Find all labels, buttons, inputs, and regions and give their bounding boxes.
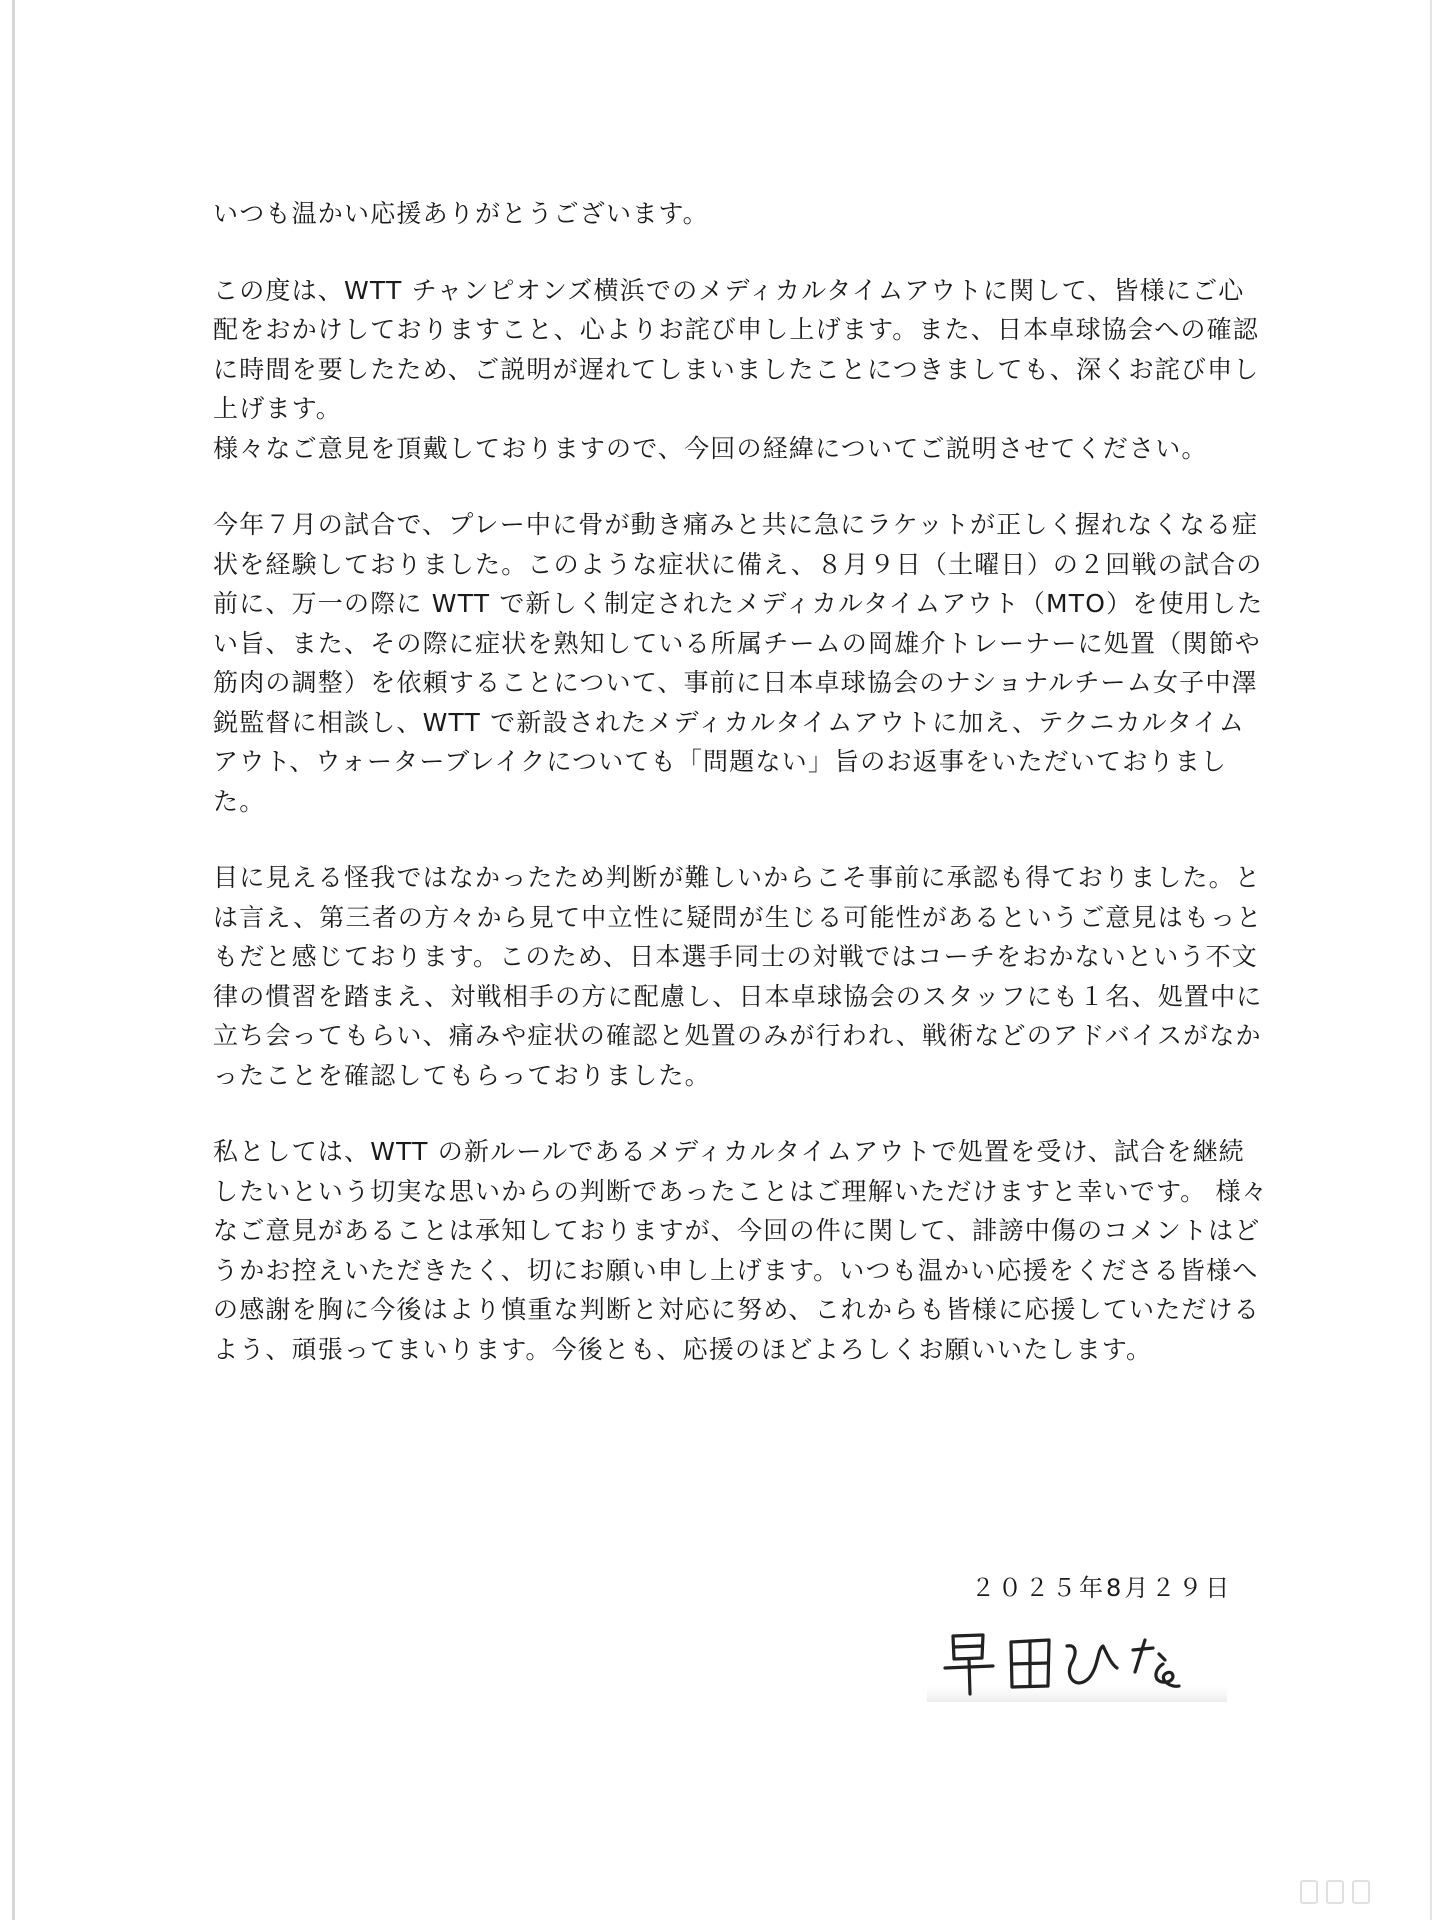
letter-line: い旨、また、その際に症状を熟知している所属チームの岡雄介トレーナーに処置（関節や <box>213 628 1262 658</box>
letter-page <box>12 0 1432 1920</box>
letter-line: 鋭監督に相談し、WTT で新設されたメディカルタイムアウトに加え、テクニカルタイム <box>213 707 1245 737</box>
watermark-icons <box>1300 1880 1370 1902</box>
letter-line: 筋肉の調整）を依頼することについて、事前に日本卓球協会のナショナルチーム女子中澤 <box>213 668 1258 697</box>
letter-line: た。 <box>213 786 266 816</box>
letter-line: うかお控えいただきたく、切にお願い申し上げます。いつも温かい応援をくださる皆様へ <box>213 1255 1259 1285</box>
letter-line: もだと感じております。このため、日本選手同士の対戦ではコーチをおかないという不文 <box>213 942 1259 971</box>
watermark-glyph-icon <box>1352 1880 1370 1904</box>
letter-line: この度は、WTT チャンピオンズ横浜でのメディカルタイムアウトに関して、皆様にご心 <box>213 275 1245 305</box>
letter-line: 律の慣習を踏まえ、対戦相手の方に配慮し、日本卓球協会のスタッフにも１名、処置中に <box>213 981 1263 1011</box>
letter-paragraph <box>213 505 1264 821</box>
letter-line: 状を経験しておりました。このような症状に備え、８月９日（土曜日）の２回戦の試合の <box>213 549 1263 579</box>
letter-line: は言え、第三者の方々から見て中立性に疑問が生じる可能性があるというご意見はもっと <box>213 902 1263 932</box>
letter-line: よう、頑張ってまいります。今後とも、応援のほどよろしくお願いいたします。 <box>213 1334 1153 1364</box>
letter-line: 様々なご意見を頂戴しておりますので、今回の経緯についてご説明させてください。 <box>213 433 1208 463</box>
letter-body <box>213 194 1268 1406</box>
watermark-glyph-icon <box>1326 1880 1344 1904</box>
letter-line: の感謝を胸に今後はより慎重な判断と対応に努め、これからも皆様に応援していただける <box>213 1295 1261 1324</box>
letter-paragraph <box>213 271 1260 469</box>
letter-line: いつも温かい応援ありがとうございます。 <box>213 199 709 228</box>
letter-line: 私としては、WTT の新ルールであるメディカルタイムアウトで処置を受け、試合を継続 <box>213 1137 1245 1166</box>
letter-line: 前に、万一の際に WTT で新しく制定されたメディカルタイムアウト（MTO）を使用した <box>213 589 1264 618</box>
letter-line: 目に見える怪我ではなかったため判断が難しいからこそ事前に承認も得ておりました。と <box>213 863 1262 892</box>
letter-date: ２０２５年8月２９日 <box>971 1574 1233 1602</box>
letter-paragraph <box>213 858 1263 1095</box>
letter-line: 今年７月の試合で、プレー中に骨が動き痛みと共に急にラケットが正しく握れなくなる症 <box>213 510 1259 539</box>
letter-line: に時間を要したため、ご説明が遅れてしまいましたことにつきましても、深くお詫び申し <box>213 354 1260 384</box>
letter-line: したいという切実な思いからの判断であったことはご理解いただけますと幸いです。 様々 <box>213 1176 1268 1206</box>
letter-line: アウト、ウォーターブレイクについても「問題ない」旨のお返事をいただいておりまし <box>213 747 1228 776</box>
letter-line: なご意見があることは承知しておりますが、今回の件に関して、誹謗中傷のコメントはど <box>213 1216 1261 1245</box>
letter-line: 立ち会ってもらい、痛みや症状の確認と処置のみが行われ、戦術などのアドバイスがなか <box>213 1021 1262 1050</box>
letter-line: 配をおかけしておりますこと、心よりお詫び申し上げます。また、日本卓球協会への確認 <box>213 315 1260 344</box>
letter-line: ったことを確認してもらっておりました。 <box>213 1060 711 1090</box>
letter-paragraph <box>213 1132 1268 1369</box>
handwritten-signature <box>927 1624 1227 1704</box>
letter-line: 上げます。 <box>213 394 343 423</box>
watermark-glyph-icon <box>1300 1880 1318 1904</box>
letter-paragraph <box>213 194 1251 234</box>
